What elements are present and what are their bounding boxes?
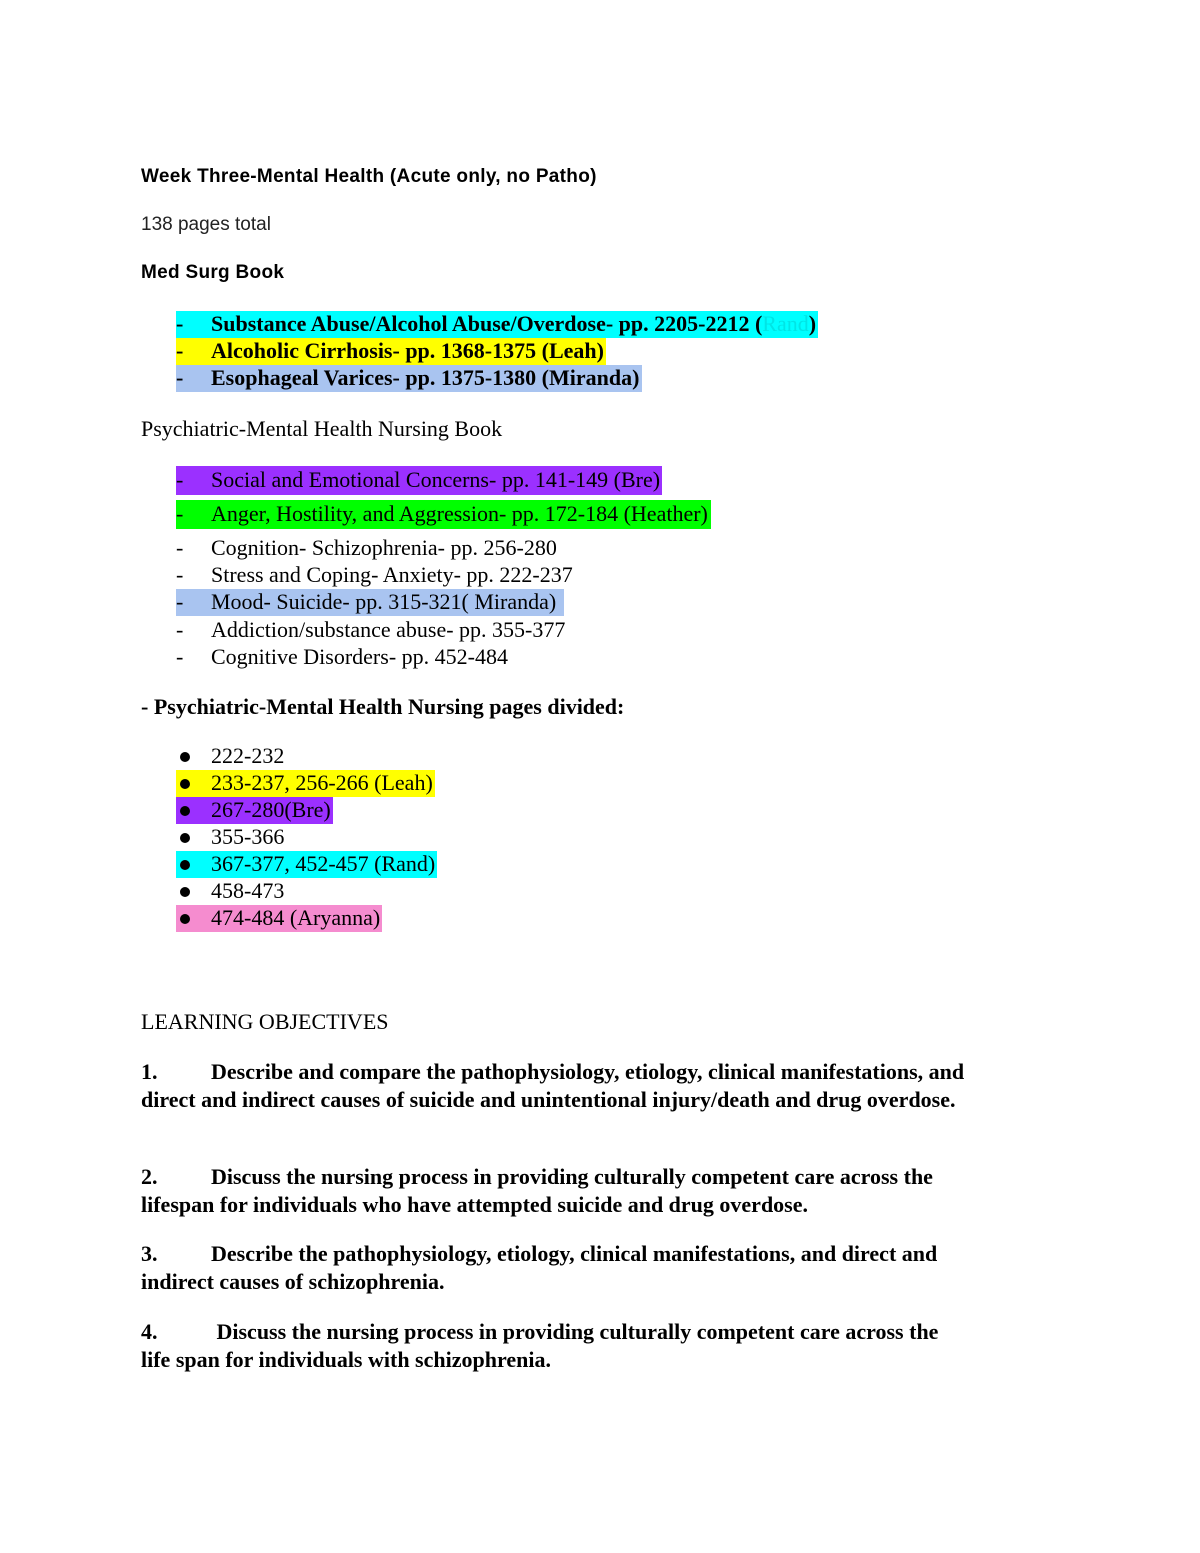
objective-number: 3.: [141, 1241, 158, 1266]
learning-objective: [141, 1058, 971, 1114]
dash-marker: -: [176, 589, 184, 614]
learning-objective: [141, 1240, 971, 1296]
list-item-text: Alcoholic Cirrhosis- pp. 1368-1375 (Leah): [211, 338, 604, 363]
list-item-text: 222-232: [211, 743, 285, 768]
list-item: [0, 589, 1200, 617]
list-item-text: Social and Emotional Concerns- pp. 141-149 (Bre): [211, 467, 661, 492]
list-item-text: 355-366: [211, 824, 285, 849]
list-item: [0, 467, 1200, 495]
pages-divided-heading: - Psychiatric-Mental Health Nursing pages divided:: [141, 694, 625, 719]
list-item-text: 458-473: [211, 878, 285, 903]
bullet-icon: [180, 779, 190, 789]
list-item-text: Substance Abuse/Alcohol Abuse/Overdose- pp. 2205-2212 (Rand): [211, 311, 817, 336]
list-item: [0, 905, 1200, 933]
list-item-text: Cognition- Schizophrenia- pp. 256-280: [211, 535, 557, 560]
dash-marker: -: [176, 617, 184, 642]
list-item: [0, 365, 1200, 393]
list-item: [0, 851, 1200, 879]
objective-number: 2.: [141, 1164, 158, 1189]
list-item-text: Addiction/substance abuse- pp. 355-377: [211, 617, 566, 642]
dash-marker: -: [176, 338, 184, 363]
bullet-icon: [180, 806, 190, 816]
list-item-text: Cognitive Disorders- pp. 452-484: [211, 644, 508, 669]
objective-number: 1.: [141, 1059, 158, 1084]
list-item-text: 474-484 (Aryanna): [211, 905, 381, 930]
objective-text: Describe and compare the pathophysiology, etiology, clinical manifestations, and direct and indirect causes of suicide and unintentional injury/death and drug overdose.: [141, 1059, 965, 1112]
dash-marker: -: [176, 644, 184, 669]
list-item-text: 233-237, 256-266 (Leah): [211, 770, 433, 795]
bullet-icon: [180, 860, 190, 870]
list-item: [0, 338, 1200, 366]
list-item-text: Anger, Hostility, and Aggression- pp. 172-184 (Heather): [211, 501, 708, 526]
list-item: [0, 562, 1200, 590]
page-title: Week Three-Mental Health (Acute only, no Patho): [141, 166, 597, 187]
pages-total-note: 138 pages total: [141, 214, 271, 235]
objective-text: Discuss the nursing process in providing culturally competent care across the lifespan for individuals who have attempted suicide and drug overdose.: [141, 1164, 933, 1217]
list-item-text: Esophageal Varices- pp. 1375-1380 (Miranda): [211, 365, 640, 390]
bullet-icon: [180, 833, 190, 843]
assignee-name: Rand: [762, 311, 809, 336]
list-item: [0, 644, 1200, 672]
dash-marker: -: [176, 365, 184, 390]
dash-marker: -: [176, 311, 184, 336]
objective-number: 4.: [141, 1319, 158, 1344]
bullet-icon: [180, 887, 190, 897]
bullet-icon: [180, 752, 190, 762]
list-item-text: 367-377, 452-457 (Rand): [211, 851, 436, 876]
psych-book-heading: Psychiatric-Mental Health Nursing Book: [141, 416, 503, 441]
dash-marker: -: [176, 562, 184, 587]
learning-objectives-heading: LEARNING OBJECTIVES: [141, 1009, 389, 1034]
learning-objective: [141, 1163, 971, 1219]
list-item: [0, 535, 1200, 563]
list-item: [0, 501, 1200, 529]
list-item: [0, 743, 1200, 771]
list-item-text: 267-280(Bre): [211, 797, 331, 822]
list-item: [0, 824, 1200, 852]
dash-marker: -: [176, 467, 184, 492]
list-item: [0, 797, 1200, 825]
bullet-icon: [180, 914, 190, 924]
list-item: [0, 770, 1200, 798]
list-item: [0, 878, 1200, 906]
objective-text: Describe the pathophysiology, etiology, clinical manifestations, and direct and indirect causes of schizophrenia.: [141, 1241, 938, 1294]
dash-marker: -: [176, 501, 184, 526]
list-item-text: Mood- Suicide- pp. 315-321( Miranda): [211, 589, 557, 614]
objective-text: Discuss the nursing process in providing culturally competent care across the life span for individuals with schizophrenia.: [141, 1319, 939, 1372]
dash-marker: -: [176, 535, 184, 560]
list-item: [0, 617, 1200, 645]
list-item-text: Stress and Coping- Anxiety- pp. 222-237: [211, 562, 573, 587]
list-item: [0, 311, 1200, 339]
med-surg-heading: Med Surg Book: [141, 262, 285, 283]
learning-objective: [141, 1318, 971, 1374]
